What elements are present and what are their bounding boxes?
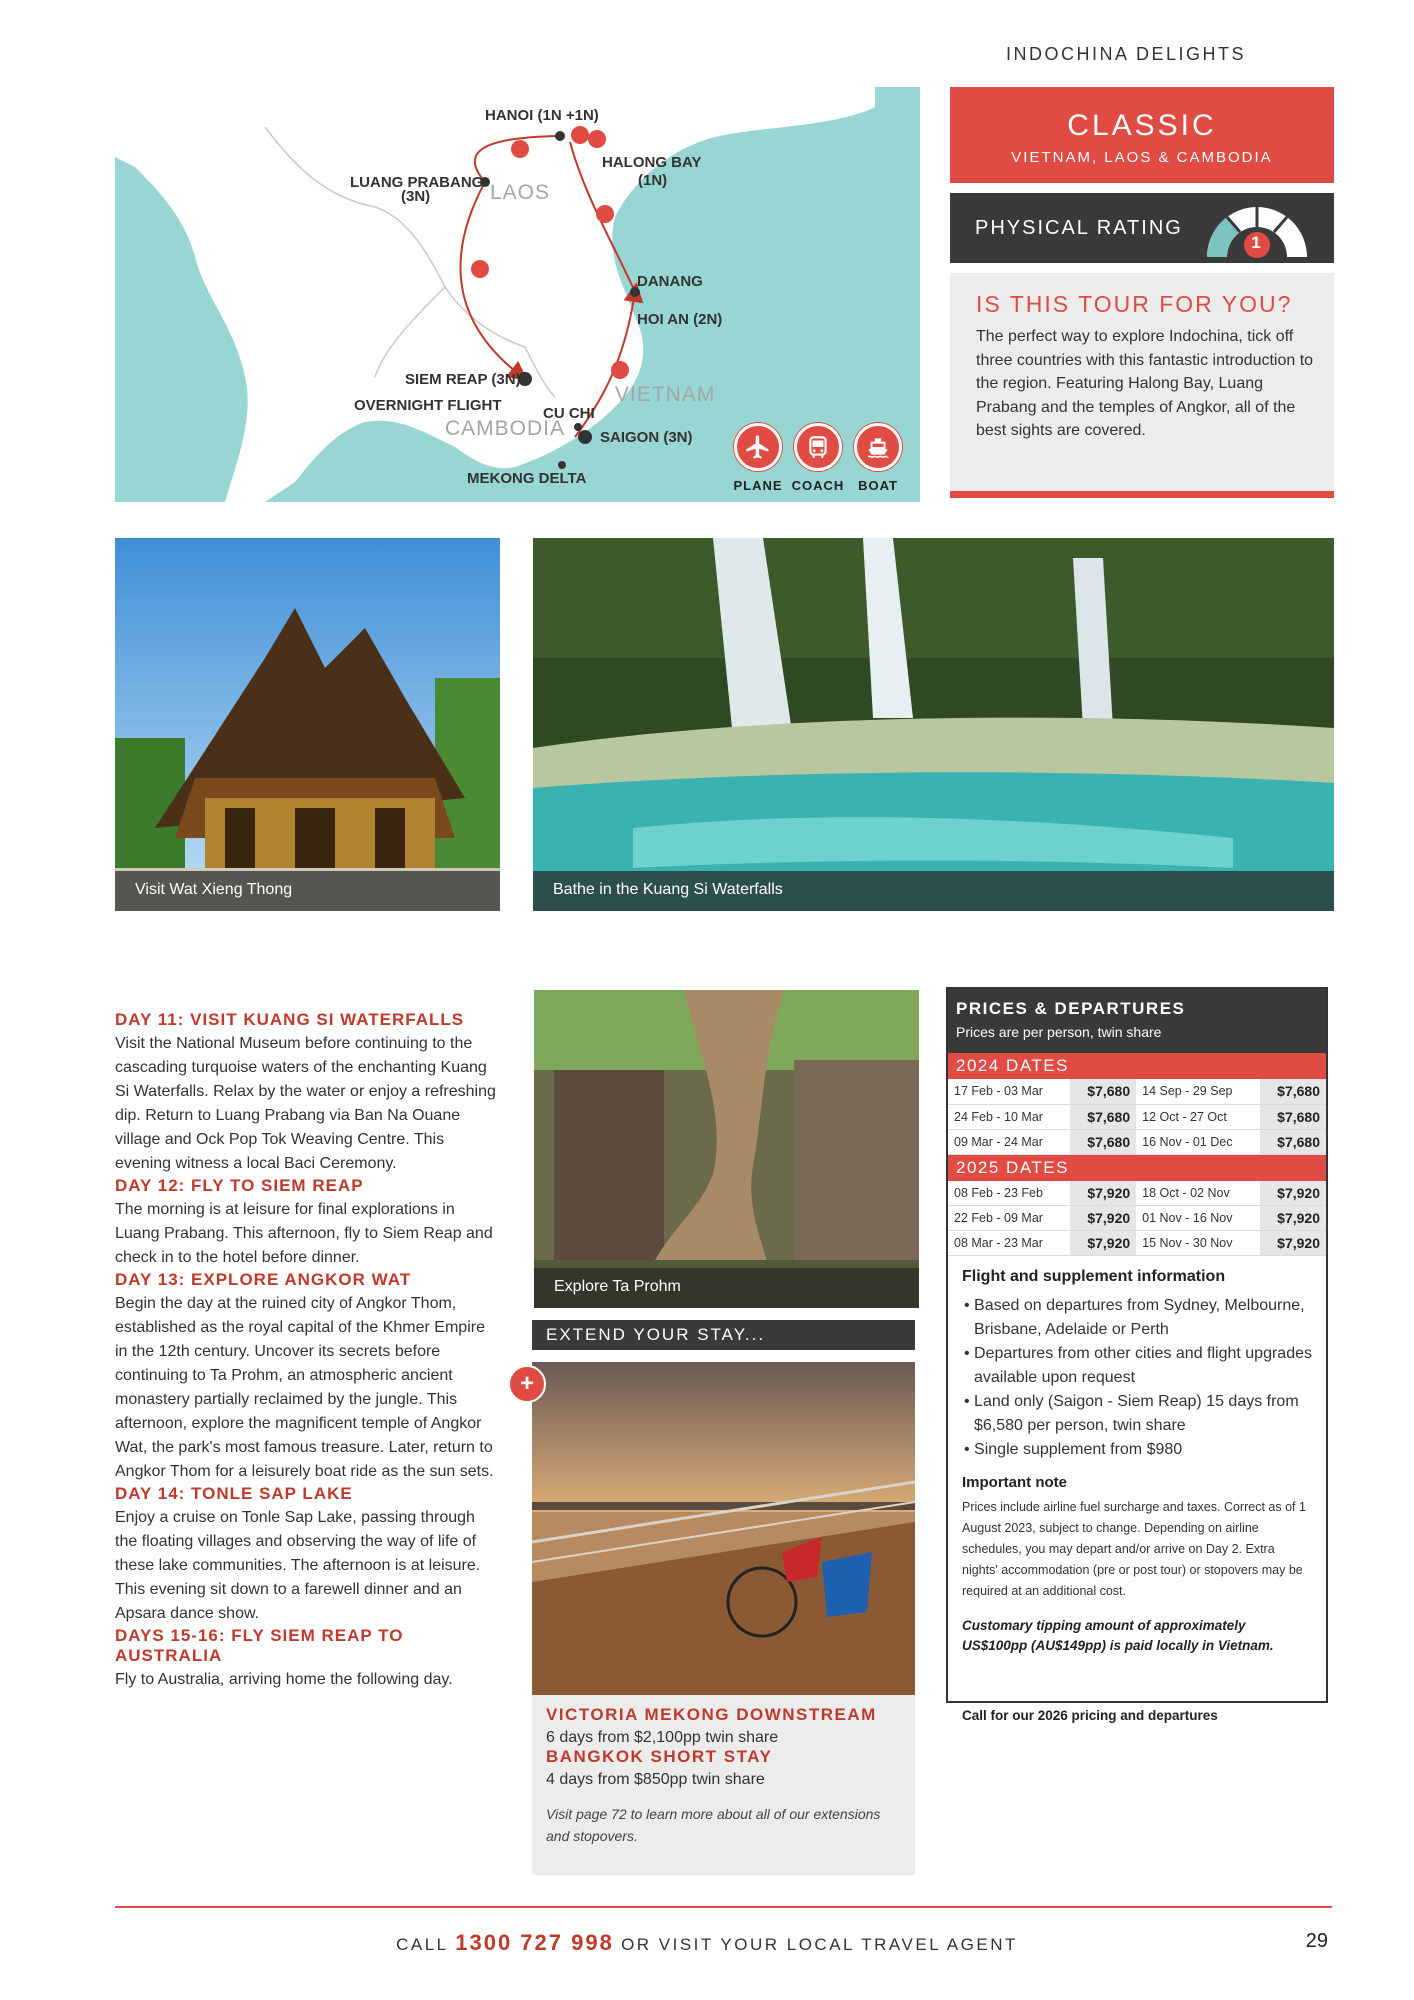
dates-year-header: 2025 DATES [948, 1155, 1326, 1181]
dates-year-header: 2024 DATES [948, 1053, 1326, 1079]
map-label-halong: HALONG BAY [602, 154, 702, 171]
price-cell: $7,680 [1070, 1129, 1136, 1154]
list-item-text: Departures from other cities and flight upgrades available upon request [974, 1345, 1312, 1386]
section-title: INDOCHINA DELIGHTS [1005, 44, 1246, 64]
day-description: Enjoy a cruise on Tonle Sap Lake, passing through the floating villages and observing the way of life of these lake communities. The afternoon is at leisure. This evening sit down to a farewell dinner and an Apsara dance show. [115, 1509, 481, 1622]
price-cell: $7,920 [1260, 1181, 1326, 1206]
physical-rating-bar [950, 193, 1334, 263]
date-range: 18 Oct - 02 Nov [1136, 1181, 1260, 1206]
date-range: 16 Nov - 01 Dec [1136, 1129, 1260, 1154]
day-description: The morning is at leisure for final explorations in Luang Prabang. This afternoon, fly to Siem Reap and check in to the hotel before dinner. [115, 1201, 493, 1266]
date-range: 15 Nov - 30 Nov [1136, 1231, 1260, 1256]
legend-boat-label: BOAT [858, 478, 898, 493]
footer-divider [115, 1906, 1332, 1908]
tour-countries: VIETNAM, LAOS & CAMBODIA [1011, 149, 1273, 166]
map-label-cuchi: CU CHI [543, 405, 595, 422]
phone-number[interactable]: 1300 727 998 [455, 1930, 614, 1955]
map-label-saigon: SAIGON (3N) [600, 429, 693, 446]
map-label-hanoi: HANOI (1N +1N) [485, 107, 599, 124]
day-description: Fly to Australia, arriving home the following day. [115, 1671, 453, 1688]
day-title: DAYS 15-16: FLY SIEM REAP TO AUSTRALIA [115, 1626, 404, 1665]
prices-panel [946, 987, 1328, 1703]
extension-price: 6 days from $2,100pp twin share [546, 1729, 779, 1746]
legend-coach-label: COACH [791, 478, 845, 493]
photo-caption: Visit Wat Xieng Thong [115, 871, 500, 911]
photo-mekong-cruise [532, 1362, 915, 1695]
price-cell: $7,680 [1260, 1104, 1326, 1129]
price-cell: $7,920 [1070, 1181, 1136, 1206]
date-range: 08 Feb - 23 Feb [948, 1181, 1070, 1206]
temple-illustration [115, 538, 500, 911]
price-cell: $7,920 [1260, 1206, 1326, 1231]
date-range: 17 Feb - 03 Mar [948, 1079, 1070, 1104]
day-title: DAY 14: TONLE SAP LAKE [115, 1484, 353, 1503]
map-label-luang-nights: (3N) [401, 188, 431, 205]
coach-icon [794, 423, 842, 471]
tipping-note: Customary tipping amount of approximately US$100pp (AU$149pp) is paid locally in Vietnam. [962, 1618, 1274, 1653]
list-item: • Departures from other cities and flight upgrades available upon request [964, 1345, 1312, 1386]
map-label-mekong: MEKONG DELTA [467, 470, 587, 487]
footer-visit: OR VISIT YOUR LOCAL TRAVEL AGENT [621, 1935, 1018, 1954]
extension-item [546, 1705, 901, 1747]
table-row [948, 1181, 1326, 1206]
table-row [948, 1231, 1326, 1256]
map-label-overnight: OVERNIGHT FLIGHT [354, 397, 502, 414]
map-label-siemreap: SIEM REAP (3N) [405, 371, 521, 388]
extend-stay-bar: EXTEND YOUR STAY... [532, 1320, 915, 1350]
price-cell: $7,920 [1070, 1231, 1136, 1256]
dates-table-2024 [948, 1079, 1326, 1155]
boat-icon [854, 423, 902, 471]
ta-prohm-illustration [534, 990, 919, 1308]
itinerary-day [115, 1176, 500, 1270]
map-label-danang: DANANG [637, 273, 703, 290]
price-cell: $7,680 [1260, 1129, 1326, 1154]
footer-call: CALL [396, 1935, 449, 1954]
tour-description: The perfect way to explore Indochina, tick off three countries with this fantastic introduction to the region. Featuring Halong Bay, Luang Prabang and the temples of Angkor, all of the best sights are covered. [976, 328, 1314, 439]
date-range: 14 Sep - 29 Sep [1136, 1079, 1260, 1104]
extension-title: BANGKOK SHORT STAY [546, 1747, 773, 1766]
price-cell: $7,680 [1070, 1104, 1136, 1129]
date-range: 12 Oct - 27 Oct [1136, 1104, 1260, 1129]
tour-grade: CLASSIC [1067, 109, 1217, 142]
map-country-laos: LAOS [490, 181, 551, 204]
table-row [948, 1206, 1326, 1231]
flight-info-title: Flight and supplement information [962, 1268, 1226, 1285]
footer-cta [0, 1930, 1414, 1956]
cruise-deck-illustration [532, 1362, 915, 1695]
list-item-text: Based on departures from Sydney, Melbourne, Brisbane, Adelaide or Perth [974, 1297, 1305, 1338]
day-title: DAY 11: VISIT KUANG SI WATERFALLS [115, 1010, 465, 1029]
price-cell: $7,680 [1070, 1079, 1136, 1104]
day-description: Begin the day at the ruined city of Angkor Thom, established as the royal capital of the Khmer Empire in the 12th century. Uncover its secrets before continuing to Ta Prohm, an atmospheric ancient monastery partially reclaimed by the jungle. This afternoon, explore the magnificent temple of Angkor Wat, the park's most famous treasure. Later, return to Angkor Thom for a leisurely boat ride as the sun sets. [115, 1295, 494, 1480]
table-row [948, 1104, 1326, 1129]
important-note-title: Important note [962, 1474, 1067, 1491]
itinerary-day [115, 1270, 500, 1484]
date-range: 08 Mar - 23 Mar [948, 1231, 1070, 1256]
map-label-luang: LUANG PRABANG [350, 174, 484, 191]
price-cell: $7,920 [1070, 1206, 1136, 1231]
extension-price: 4 days from $850pp twin share [546, 1771, 765, 1788]
table-row [948, 1079, 1326, 1104]
list-item-text: Land only (Saigon - Siem Reap) 15 days from $6,580 per person, twin share [974, 1393, 1299, 1434]
photo-kuang-si [533, 538, 1334, 911]
extensions-list [532, 1695, 915, 1875]
important-note-body: Prices include airline fuel surcharge and taxes. Correct as of 1 August 2023, subject to change. Depending on airline schedules, you may depart and/or arrive on Day 2. Extra nights' accommodation (pre or post tour) or stopovers may be required at an additional cost. [962, 1500, 1306, 1598]
route-map [115, 87, 920, 502]
call-2026-note: Call for our 2026 pricing and departures [962, 1708, 1218, 1723]
extensions-note: Visit page 72 to learn more about all of our extensions and stopovers. [546, 1806, 881, 1844]
prices-title: PRICES & DEPARTURES [956, 999, 1186, 1018]
tour-grade-banner [950, 87, 1334, 183]
photo-wat-xieng-thong [115, 538, 500, 911]
map-label-halong-nights: (1N) [638, 172, 668, 189]
tour-question: IS THIS TOUR FOR YOU? [976, 291, 1293, 317]
plane-icon [734, 423, 782, 471]
plus-icon: + [508, 1365, 546, 1403]
extension-title: VICTORIA MEKONG DOWNSTREAM [546, 1705, 877, 1724]
list-item: • Land only (Saigon - Siem Reap) 15 days from $6,580 per person, twin share [964, 1393, 1299, 1434]
extension-item [546, 1747, 901, 1789]
itinerary-day [115, 1626, 500, 1692]
day-description: Visit the National Museum before continuing to the cascading turquoise waters of the enchanting Kuang Si Waterfalls. Relax by the water or enjoy a refreshing dip. Return to Luang Prabang via Ban Na Ouane village and Ock Pop Tok Weaving Centre. This evening witness a local Baci Ceremony. [115, 1035, 496, 1172]
table-row [948, 1129, 1326, 1154]
list-item-text: Single supplement from $980 [974, 1441, 1183, 1458]
physical-rating-label: PHYSICAL RATING [975, 217, 1183, 239]
photo-caption: Explore Ta Prohm [534, 1268, 919, 1308]
map-country-vietnam: VIETNAM [615, 383, 716, 406]
itinerary-day [115, 1010, 500, 1176]
map-country-cambodia: CAMBODIA [445, 417, 566, 440]
list-item: • Single supplement from $980 [964, 1441, 1183, 1458]
tour-suitability-box [950, 273, 1334, 498]
date-range: 09 Mar - 24 Mar [948, 1129, 1070, 1154]
list-item: • Based on departures from Sydney, Melbourne, Brisbane, Adelaide or Perth [964, 1297, 1305, 1338]
prices-header [948, 989, 1326, 1053]
flight-info-list [962, 1294, 1312, 1462]
date-range: 22 Feb - 09 Mar [948, 1206, 1070, 1231]
dates-table-2025 [948, 1181, 1326, 1257]
legend-plane-label: PLANE [733, 478, 783, 493]
waterfall-illustration [533, 538, 1334, 911]
date-range: 01 Nov - 16 Nov [1136, 1206, 1260, 1231]
photo-ta-prohm [534, 990, 919, 1308]
itinerary-day [115, 1484, 500, 1626]
flight-info [948, 1256, 1326, 1668]
map-label-hoian: HOI AN (2N) [637, 311, 723, 328]
price-cell: $7,680 [1260, 1079, 1326, 1104]
price-cell: $7,920 [1260, 1231, 1326, 1256]
rating-value: 1 [1251, 233, 1261, 252]
itinerary [115, 1010, 500, 1692]
prices-subtitle: Prices are per person, twin share [956, 1024, 1162, 1040]
page-number: 29 [1305, 1930, 1328, 1952]
photo-caption: Bathe in the Kuang Si Waterfalls [533, 871, 1334, 911]
day-title: DAY 12: FLY TO SIEM REAP [115, 1176, 364, 1195]
day-title: DAY 13: EXPLORE ANGKOR WAT [115, 1270, 412, 1289]
date-range: 24 Feb - 10 Mar [948, 1104, 1070, 1129]
